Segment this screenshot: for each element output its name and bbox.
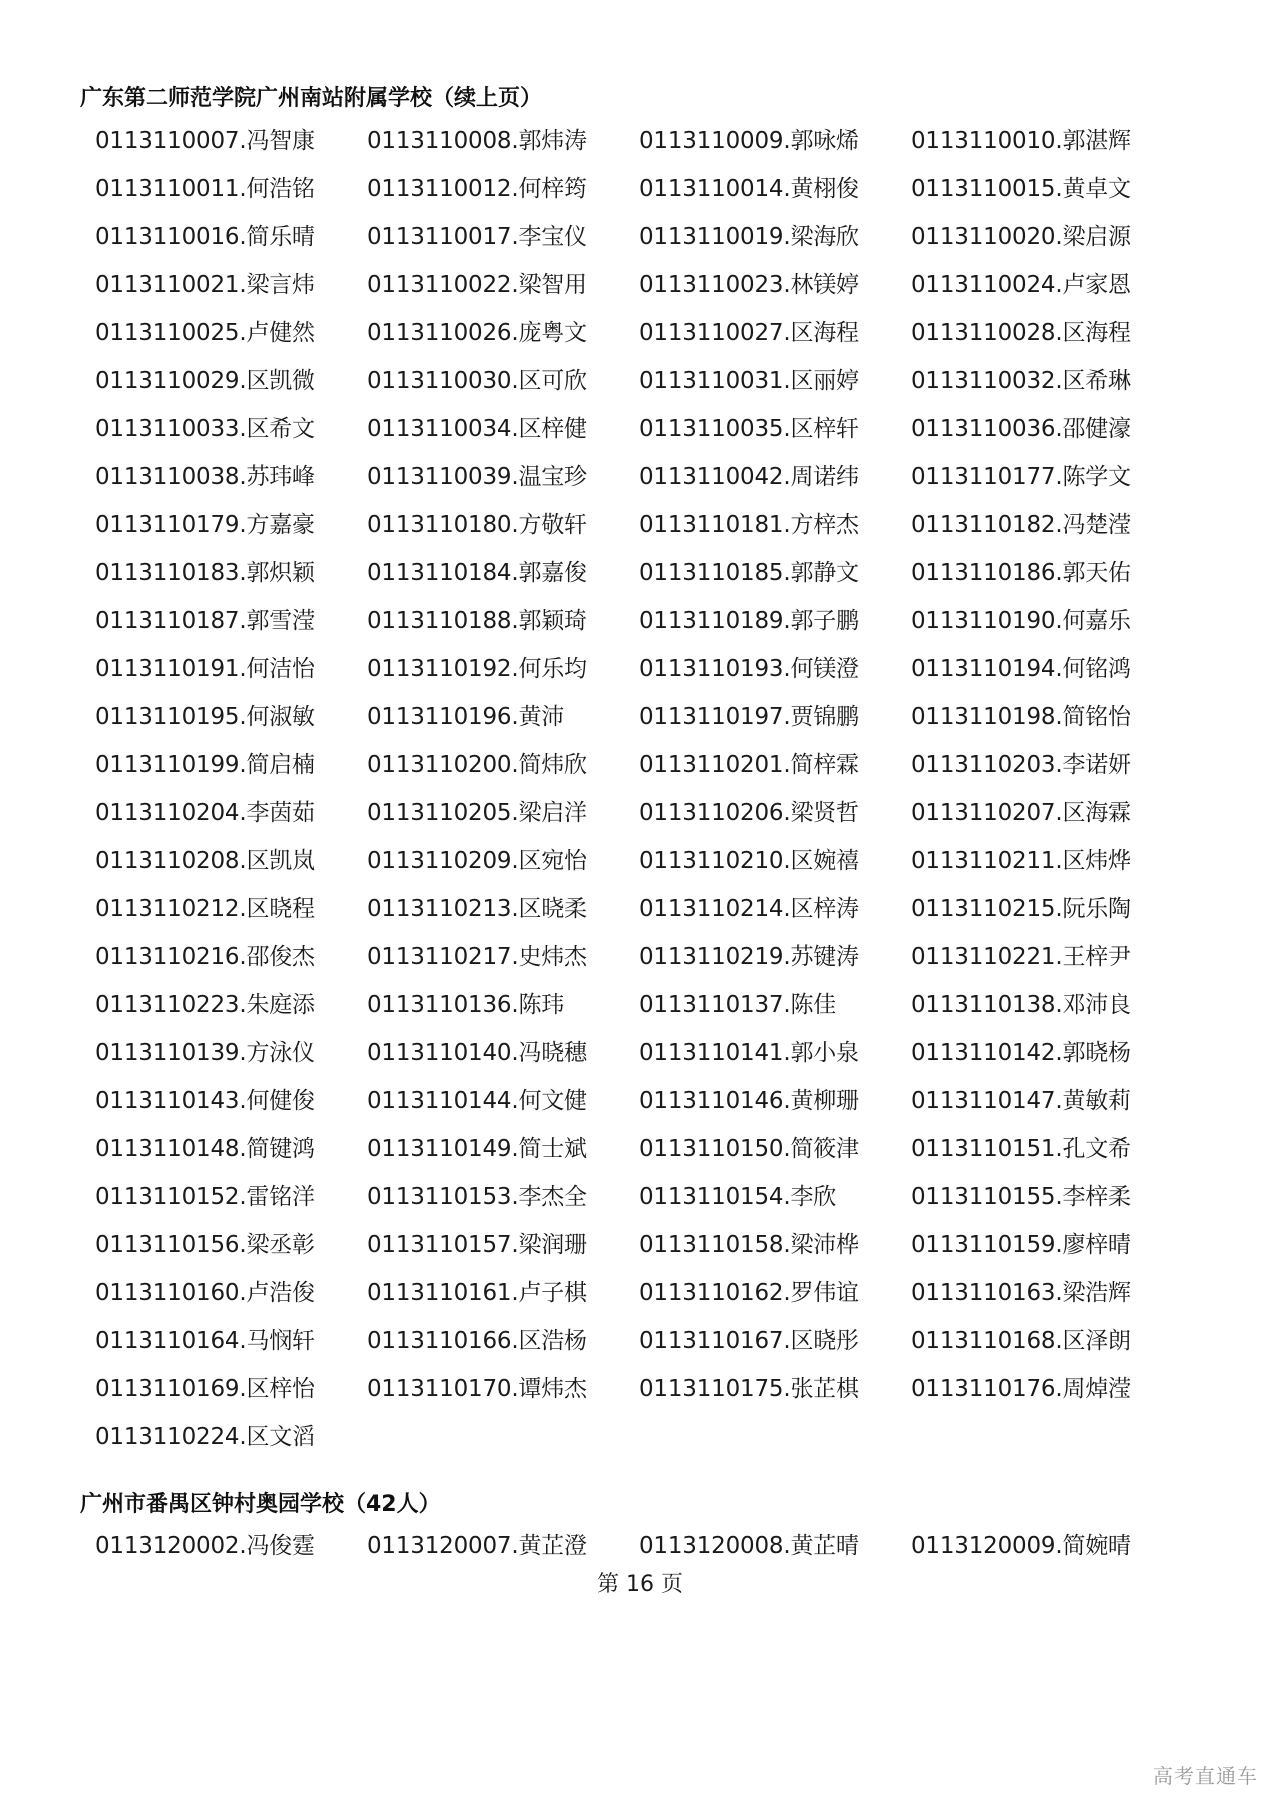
student-entry: 0113110224.区文滔 bbox=[95, 1424, 315, 1450]
student-entry: 0113110025.卢健然 bbox=[95, 320, 315, 346]
student-entry: 0113110215.阮乐陶 bbox=[911, 896, 1131, 922]
student-entry: 0113110195.何淑敏 bbox=[95, 704, 315, 730]
student-entry: 0113110019.梁海欣 bbox=[639, 224, 859, 250]
student-entry: 0113110200.简炜欣 bbox=[367, 752, 587, 778]
student-entry: 0113110031.区丽婷 bbox=[639, 368, 859, 394]
student-entry: 0113120008.黄芷晴 bbox=[639, 1533, 859, 1559]
student-entry: 0113110164.马悯轩 bbox=[95, 1328, 315, 1354]
student-entry: 0113110176.周焯滢 bbox=[911, 1376, 1131, 1402]
student-entry: 0113110192.何乐均 bbox=[367, 656, 587, 682]
student-entry: 0113110024.卢家恩 bbox=[911, 272, 1131, 298]
student-entry: 0113110021.梁言炜 bbox=[95, 272, 315, 298]
student-entry: 0113110198.简铭怡 bbox=[911, 704, 1131, 730]
page-number: 第 16 页 bbox=[597, 1572, 683, 1597]
student-entry: 0113110036.邵健濠 bbox=[911, 416, 1131, 442]
student-entry: 0113110020.梁启源 bbox=[911, 224, 1131, 250]
student-entry: 0113110219.苏键涛 bbox=[639, 944, 859, 970]
student-entry: 0113110030.区可欣 bbox=[367, 368, 587, 394]
student-entry: 0113110206.梁贤哲 bbox=[639, 800, 859, 826]
student-entry: 0113110188.郭颖琦 bbox=[367, 608, 587, 634]
student-entry: 0113110034.区梓健 bbox=[367, 416, 587, 442]
student-entry: 0113110142.郭晓杨 bbox=[911, 1040, 1131, 1066]
student-entry: 0113110028.区海程 bbox=[911, 320, 1131, 346]
student-entry: 0113110190.何嘉乐 bbox=[911, 608, 1131, 634]
student-entry: 0113110039.温宝珍 bbox=[367, 464, 587, 490]
student-entry: 0113110143.何健俊 bbox=[95, 1088, 315, 1114]
student-entry: 0113110014.黄栩俊 bbox=[639, 176, 859, 202]
student-entry: 0113110017.李宝仪 bbox=[367, 224, 587, 250]
student-entry: 0113110181.方梓杰 bbox=[639, 512, 859, 538]
student-entry: 0113110207.区海霖 bbox=[911, 800, 1131, 826]
student-entry: 0113110213.区晓柔 bbox=[367, 896, 587, 922]
student-entry: 0113110203.李诺妍 bbox=[911, 752, 1131, 778]
student-entry: 0113110170.谭炜杰 bbox=[367, 1376, 587, 1402]
student-entry: 0113110026.庞粤文 bbox=[367, 320, 587, 346]
student-entry: 0113110182.冯楚滢 bbox=[911, 512, 1131, 538]
student-entry: 0113110138.邓沛良 bbox=[911, 992, 1131, 1018]
student-entry: 0113110022.梁智用 bbox=[367, 272, 587, 298]
student-entry: 0113110185.郭静文 bbox=[639, 560, 859, 586]
section-title-school-2: 广州市番禺区钟村奥园学校（42人） bbox=[80, 1492, 441, 1517]
student-entry: 0113110168.区泽朗 bbox=[911, 1328, 1131, 1354]
student-entry: 0113110038.苏玮峰 bbox=[95, 464, 315, 490]
student-entry: 0113110179.方嘉豪 bbox=[95, 512, 315, 538]
student-entry: 0113110007.冯智康 bbox=[95, 128, 315, 154]
student-entry: 0113110175.张芷棋 bbox=[639, 1376, 859, 1402]
student-entry: 0113110136.陈玮 bbox=[367, 992, 565, 1018]
student-entry: 0113110144.何文健 bbox=[367, 1088, 587, 1114]
student-entry: 0113120007.黄芷澄 bbox=[367, 1533, 587, 1559]
student-entry: 0113110217.史炜杰 bbox=[367, 944, 587, 970]
student-entry: 0113110010.郭湛辉 bbox=[911, 128, 1131, 154]
student-entry: 0113110216.邵俊杰 bbox=[95, 944, 315, 970]
student-entry: 0113110137.陈佳 bbox=[639, 992, 837, 1018]
student-entry: 0113110015.黄卓文 bbox=[911, 176, 1131, 202]
student-entry: 0113110162.罗伟谊 bbox=[639, 1280, 859, 1306]
student-entry: 0113110194.何铭鸿 bbox=[911, 656, 1131, 682]
student-entry: 0113110035.区梓轩 bbox=[639, 416, 859, 442]
student-entry: 0113110201.简梓霖 bbox=[639, 752, 859, 778]
student-entry: 0113110199.简启楠 bbox=[95, 752, 315, 778]
student-entry: 0113110023.林镁婷 bbox=[639, 272, 859, 298]
student-entry: 0113110196.黄沛 bbox=[367, 704, 565, 730]
student-entry: 0113110221.王梓尹 bbox=[911, 944, 1131, 970]
student-entry: 0113120002.冯俊霆 bbox=[95, 1533, 315, 1559]
student-entry: 0113110016.简乐晴 bbox=[95, 224, 315, 250]
student-entry: 0113110212.区晓程 bbox=[95, 896, 315, 922]
student-entry: 0113110151.孔文希 bbox=[911, 1136, 1131, 1162]
student-entry: 0113110141.郭小泉 bbox=[639, 1040, 859, 1066]
student-entry: 0113110159.廖梓晴 bbox=[911, 1232, 1131, 1258]
student-entry: 0113110208.区凯岚 bbox=[95, 848, 315, 874]
student-entry: 0113110139.方泳仪 bbox=[95, 1040, 315, 1066]
student-entry: 0113110204.李茵茹 bbox=[95, 800, 315, 826]
student-entry: 0113110157.梁润珊 bbox=[367, 1232, 587, 1258]
student-entry: 0113110186.郭天佑 bbox=[911, 560, 1131, 586]
student-entry: 0113110189.郭子鹏 bbox=[639, 608, 859, 634]
student-entry: 0113110180.方敬轩 bbox=[367, 512, 587, 538]
student-entry: 0113110150.简筱津 bbox=[639, 1136, 859, 1162]
student-entry: 0113110214.区梓涛 bbox=[639, 896, 859, 922]
student-entry: 0113110161.卢子棋 bbox=[367, 1280, 587, 1306]
student-entry: 0113110027.区海程 bbox=[639, 320, 859, 346]
student-entry: 0113110223.朱庭添 bbox=[95, 992, 315, 1018]
student-entry: 0113110147.黄敏莉 bbox=[911, 1088, 1131, 1114]
watermark-logo: 高考直通车 bbox=[1153, 1764, 1258, 1788]
student-entry: 0113110209.区宛怡 bbox=[367, 848, 587, 874]
student-entry: 0113110008.郭炜涛 bbox=[367, 128, 587, 154]
student-entry: 0113110210.区婉禧 bbox=[639, 848, 859, 874]
student-entry: 0113110033.区希文 bbox=[95, 416, 315, 442]
student-entry: 0113110167.区晓彤 bbox=[639, 1328, 859, 1354]
student-entry: 0113110158.梁沛桦 bbox=[639, 1232, 859, 1258]
student-entry: 0113110211.区炜烨 bbox=[911, 848, 1131, 874]
student-entry: 0113110184.郭嘉俊 bbox=[367, 560, 587, 586]
student-entry: 0113110193.何镁澄 bbox=[639, 656, 859, 682]
student-entry: 0113110205.梁启洋 bbox=[367, 800, 587, 826]
student-entry: 0113110042.周诺纬 bbox=[639, 464, 859, 490]
student-entry: 0113110009.郭咏烯 bbox=[639, 128, 859, 154]
student-entry: 0113110140.冯晓穗 bbox=[367, 1040, 587, 1066]
student-entry: 0113110155.李梓柔 bbox=[911, 1184, 1131, 1210]
student-entry: 0113110166.区浩杨 bbox=[367, 1328, 587, 1354]
student-entry: 0113110029.区凯微 bbox=[95, 368, 315, 394]
student-list-school-2 bbox=[95, 1522, 1215, 1570]
student-entry: 0113120009.简婉晴 bbox=[911, 1533, 1131, 1559]
student-entry: 0113110011.何浩铭 bbox=[95, 176, 315, 202]
student-entry: 0113110187.郭雪滢 bbox=[95, 608, 315, 634]
student-entry: 0113110153.李杰全 bbox=[367, 1184, 587, 1210]
student-entry: 0113110163.梁浩辉 bbox=[911, 1280, 1131, 1306]
student-entry: 0113110191.何洁怡 bbox=[95, 656, 315, 682]
section-title-school-1: 广东第二师范学院广州南站附属学校（续上页） bbox=[80, 86, 543, 111]
student-entry: 0113110183.郭炽颖 bbox=[95, 560, 315, 586]
student-entry: 0113110149.简士斌 bbox=[367, 1136, 587, 1162]
student-entry: 0113110160.卢浩俊 bbox=[95, 1280, 315, 1306]
student-entry: 0113110156.梁丞彰 bbox=[95, 1232, 315, 1258]
student-entry: 0113110152.雷铭洋 bbox=[95, 1184, 315, 1210]
student-list-school-1 bbox=[95, 117, 1215, 1461]
student-entry: 0113110012.何梓筠 bbox=[367, 176, 587, 202]
student-entry: 0113110146.黄柳珊 bbox=[639, 1088, 859, 1114]
student-entry: 0113110154.李欣 bbox=[639, 1184, 837, 1210]
student-entry: 0113110177.陈学文 bbox=[911, 464, 1131, 490]
student-entry: 0113110197.贾锦鹏 bbox=[639, 704, 859, 730]
student-entry: 0113110032.区希琳 bbox=[911, 368, 1131, 394]
student-entry: 0113110169.区梓怡 bbox=[95, 1376, 315, 1402]
student-entry: 0113110148.简键鸿 bbox=[95, 1136, 315, 1162]
